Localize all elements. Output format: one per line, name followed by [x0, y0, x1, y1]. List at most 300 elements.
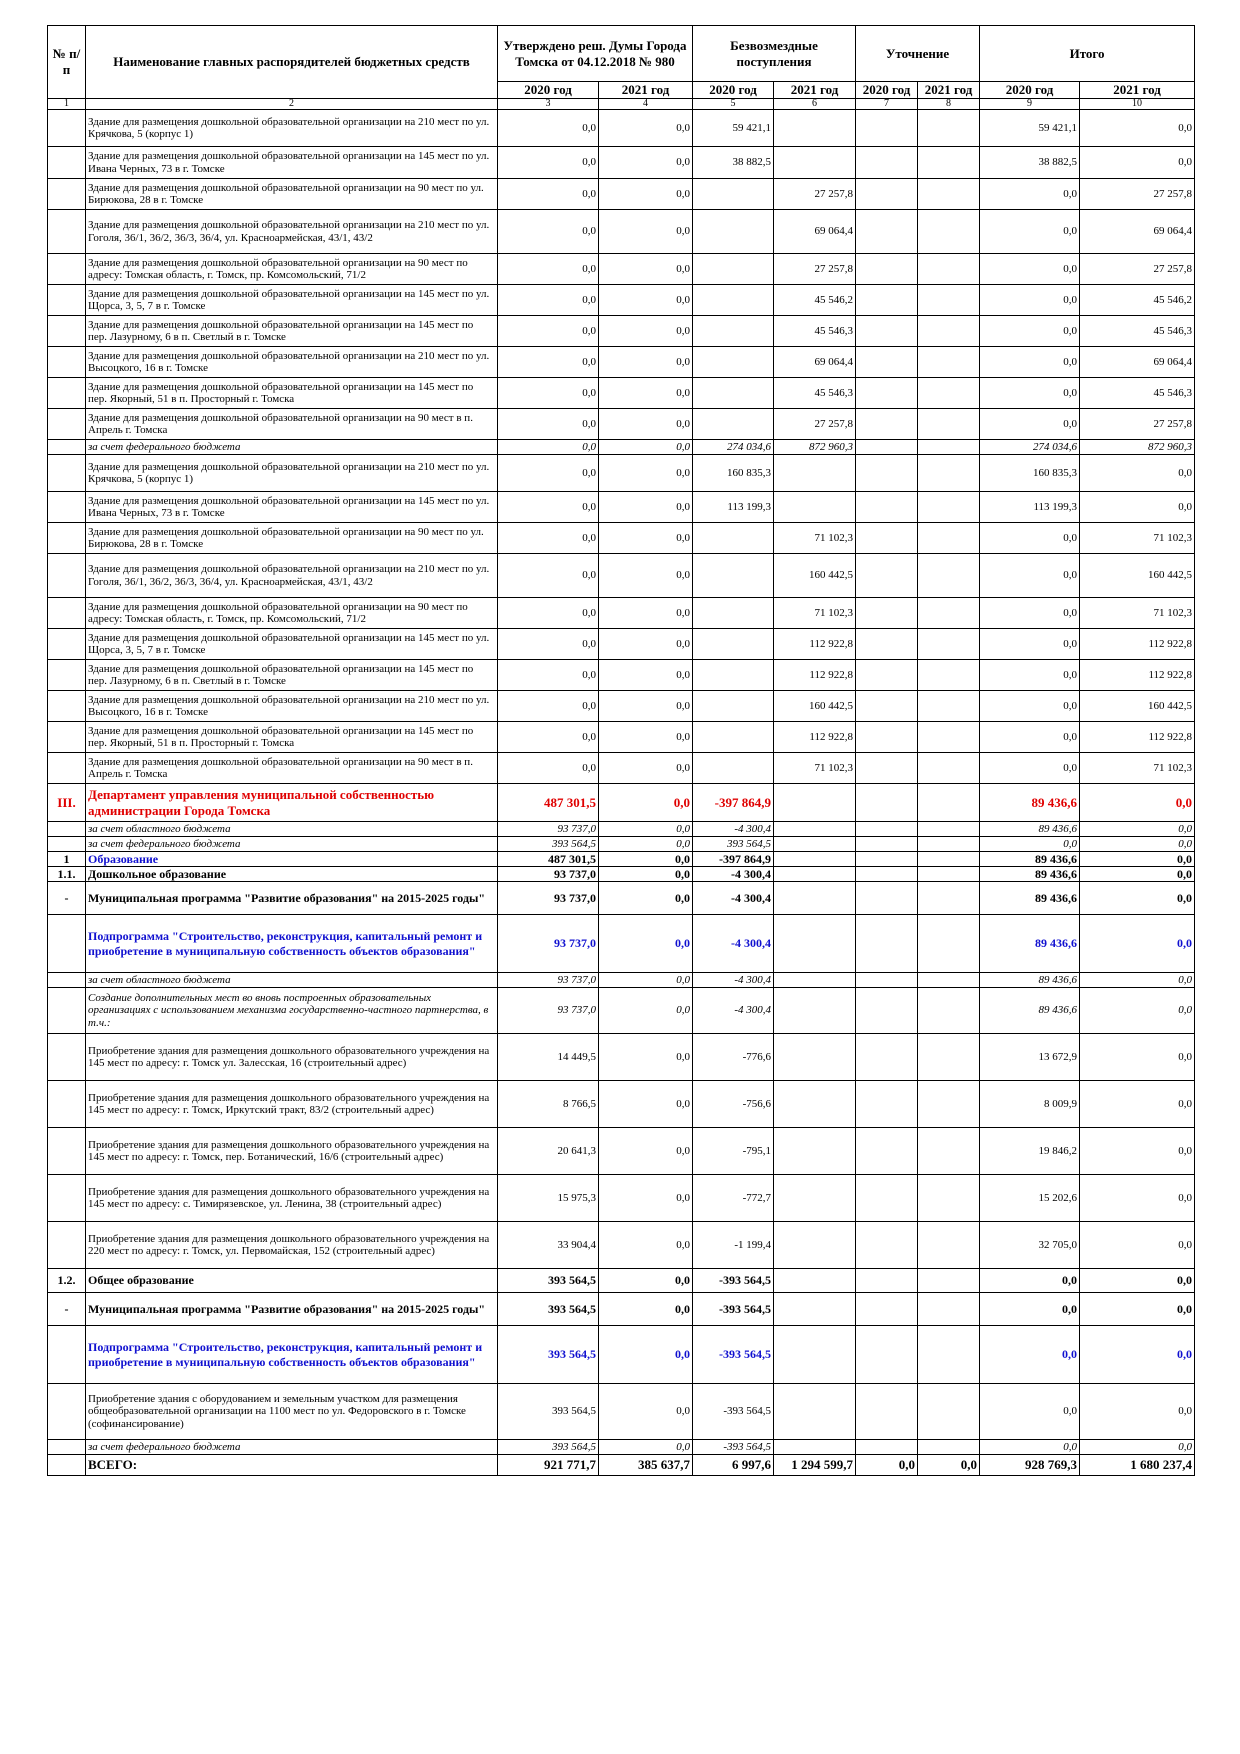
value-cell: -393 564,5 — [693, 1293, 774, 1326]
value-cell: 32 705,0 — [980, 1222, 1080, 1269]
row-name: Приобретение здания для размещения дошкольного образовательного учреждения на 145 мест по адресу: г. Томск, Иркутский тракт, 83/2 (строительный адрес) — [86, 1081, 498, 1128]
year-header: 2021 год — [918, 82, 980, 99]
value-cell — [856, 179, 918, 210]
value-cell — [856, 492, 918, 523]
row-number — [48, 147, 86, 179]
row-number — [48, 1440, 86, 1455]
value-cell — [774, 1222, 856, 1269]
row-number — [48, 347, 86, 378]
row-name: Здание для размещения дошкольной образовательной организации на 90 мест в п. Апрель г. Томска — [86, 409, 498, 440]
value-cell: 0,0 — [599, 1128, 693, 1175]
value-cell: 112 922,8 — [1080, 722, 1195, 753]
value-cell: 0,0 — [1080, 988, 1195, 1034]
value-cell: 0,0 — [980, 378, 1080, 409]
year-header: 2020 год — [498, 82, 599, 99]
value-cell: -4 300,4 — [693, 882, 774, 915]
value-cell — [856, 554, 918, 598]
col-header-grants: Безвозмездные поступления — [693, 26, 856, 82]
value-cell — [918, 110, 980, 147]
value-cell: 0,0 — [980, 629, 1080, 660]
value-cell: 0,0 — [498, 523, 599, 554]
value-cell: 0,0 — [980, 210, 1080, 254]
value-cell: 160 835,3 — [693, 455, 774, 492]
row-number — [48, 1326, 86, 1384]
value-cell: 0,0 — [599, 1269, 693, 1293]
value-cell: 0,0 — [498, 598, 599, 629]
value-cell: 38 882,5 — [693, 147, 774, 179]
value-cell: 0,0 — [1080, 147, 1195, 179]
value-cell: 0,0 — [498, 753, 599, 784]
value-cell — [918, 179, 980, 210]
value-cell: 0,0 — [599, 409, 693, 440]
row-number — [48, 973, 86, 988]
value-cell: -1 199,4 — [693, 1222, 774, 1269]
value-cell — [693, 285, 774, 316]
col-header-total: Итого — [980, 26, 1195, 82]
value-cell: 69 064,4 — [774, 347, 856, 378]
table-row — [48, 660, 1195, 691]
value-cell: 93 737,0 — [498, 915, 599, 973]
value-cell — [856, 1175, 918, 1222]
value-cell: 0,0 — [1080, 110, 1195, 147]
value-cell: 0,0 — [980, 409, 1080, 440]
table-row — [48, 837, 1195, 852]
value-cell: 0,0 — [1080, 915, 1195, 973]
value-cell — [918, 1269, 980, 1293]
row-number — [48, 691, 86, 722]
value-cell: 27 257,8 — [1080, 254, 1195, 285]
value-cell — [774, 110, 856, 147]
value-cell — [918, 1440, 980, 1455]
value-cell: 71 102,3 — [1080, 523, 1195, 554]
value-cell: 112 922,8 — [774, 629, 856, 660]
value-cell: 14 449,5 — [498, 1034, 599, 1081]
value-cell: 0,0 — [980, 1384, 1080, 1440]
value-cell: 0,0 — [599, 784, 693, 822]
row-number — [48, 110, 86, 147]
value-cell — [856, 1293, 918, 1326]
row-name: Здание для размещения дошкольной образовательной организации на 210 мест по ул. Гоголя, 36/1, 36/2, 36/3, 36/4, ул. Красноармейская, 43/1, 43/2 — [86, 554, 498, 598]
value-cell: 69 064,4 — [1080, 210, 1195, 254]
value-cell: 27 257,8 — [1080, 179, 1195, 210]
value-cell — [856, 1269, 918, 1293]
value-cell: 20 641,3 — [498, 1128, 599, 1175]
row-number — [48, 1222, 86, 1269]
value-cell: 71 102,3 — [774, 523, 856, 554]
value-cell: 71 102,3 — [1080, 598, 1195, 629]
value-cell — [918, 1081, 980, 1128]
value-cell: 0,0 — [599, 852, 693, 867]
year-header: 2021 год — [1080, 82, 1195, 99]
value-cell: 112 922,8 — [774, 660, 856, 691]
value-cell: 45 546,2 — [1080, 285, 1195, 316]
value-cell: 0,0 — [1080, 492, 1195, 523]
value-cell: 0,0 — [599, 822, 693, 837]
value-cell — [918, 554, 980, 598]
value-cell — [856, 852, 918, 867]
row-name: Муниципальная программа "Развитие образования" на 2015-2025 годы" — [86, 1293, 498, 1326]
value-cell: 0,0 — [980, 837, 1080, 852]
value-cell — [918, 629, 980, 660]
value-cell: 27 257,8 — [774, 179, 856, 210]
table-row — [48, 1384, 1195, 1440]
row-number — [48, 988, 86, 1034]
value-cell — [774, 1128, 856, 1175]
value-cell — [774, 1384, 856, 1440]
value-cell: 0,0 — [980, 347, 1080, 378]
value-cell — [918, 409, 980, 440]
row-name: Здание для размещения дошкольной образовательной организации на 145 мест по пер. Лазурному, 6 в п. Светлый в г. Томске — [86, 660, 498, 691]
value-cell — [693, 753, 774, 784]
value-cell — [918, 660, 980, 691]
table-row — [48, 1222, 1195, 1269]
value-cell: -393 564,5 — [693, 1326, 774, 1384]
value-cell — [693, 378, 774, 409]
column-index: 9 — [980, 99, 1080, 110]
value-cell: 0,0 — [980, 1440, 1080, 1455]
value-cell — [918, 882, 980, 915]
value-cell: 0,0 — [1080, 882, 1195, 915]
value-cell: 93 737,0 — [498, 988, 599, 1034]
table-row — [48, 915, 1195, 973]
value-cell — [918, 210, 980, 254]
value-cell: 0,0 — [599, 147, 693, 179]
value-cell: 160 442,5 — [1080, 691, 1195, 722]
value-cell — [693, 316, 774, 347]
value-cell: 0,0 — [498, 691, 599, 722]
table-row — [48, 722, 1195, 753]
table-row — [48, 492, 1195, 523]
value-cell — [918, 915, 980, 973]
value-cell: 45 546,3 — [774, 316, 856, 347]
value-cell: -4 300,4 — [693, 822, 774, 837]
value-cell: 89 436,6 — [980, 915, 1080, 973]
value-cell — [918, 285, 980, 316]
table-row — [48, 1293, 1195, 1326]
value-cell: 0,0 — [498, 440, 599, 455]
value-cell — [693, 409, 774, 440]
value-cell: 0,0 — [1080, 455, 1195, 492]
row-number — [48, 753, 86, 784]
value-cell: 0,0 — [1080, 1440, 1195, 1455]
value-cell — [918, 147, 980, 179]
table-row — [48, 822, 1195, 837]
value-cell: 0,0 — [599, 1326, 693, 1384]
value-cell: -4 300,4 — [693, 867, 774, 882]
year-header: 2020 год — [856, 82, 918, 99]
value-cell: 1 294 599,7 — [774, 1455, 856, 1476]
value-cell — [856, 822, 918, 837]
value-cell — [774, 784, 856, 822]
value-cell: 45 546,3 — [1080, 316, 1195, 347]
value-cell: 0,0 — [599, 440, 693, 455]
value-cell: 0,0 — [599, 554, 693, 598]
row-name: за счет федерального бюджета — [86, 837, 498, 852]
table-row — [48, 316, 1195, 347]
value-cell: 27 257,8 — [774, 254, 856, 285]
column-index: 2 — [86, 99, 498, 110]
row-number: - — [48, 1293, 86, 1326]
row-number — [48, 1384, 86, 1440]
value-cell — [856, 973, 918, 988]
value-cell: 0,0 — [498, 179, 599, 210]
table-row — [48, 598, 1195, 629]
value-cell — [856, 285, 918, 316]
value-cell — [856, 1326, 918, 1384]
row-name: Создание дополнительных мест во вновь построенных образовательных организациях с использованием механизма государственно-частного партнерства, в т.ч.: — [86, 988, 498, 1034]
row-number — [48, 455, 86, 492]
row-name: Здание для размещения дошкольной образовательной организации на 210 мест по ул. Крячкова, 5 (корпус 1) — [86, 110, 498, 147]
value-cell — [774, 1034, 856, 1081]
value-cell: 0,0 — [498, 455, 599, 492]
value-cell: -4 300,4 — [693, 988, 774, 1034]
value-cell: 0,0 — [498, 629, 599, 660]
row-number: 1.2. — [48, 1269, 86, 1293]
value-cell: 15 202,6 — [980, 1175, 1080, 1222]
row-number — [48, 210, 86, 254]
value-cell: 0,0 — [1080, 1269, 1195, 1293]
value-cell: 89 436,6 — [980, 822, 1080, 837]
value-cell: 0,0 — [599, 691, 693, 722]
value-cell — [918, 598, 980, 629]
value-cell: 0,0 — [498, 254, 599, 285]
value-cell: 0,0 — [1080, 1128, 1195, 1175]
value-cell: 71 102,3 — [774, 753, 856, 784]
row-name: Здание для размещения дошкольной образовательной организации на 145 мест по пер. Лазурному, 6 в п. Светлый в г. Томске — [86, 316, 498, 347]
value-cell: 89 436,6 — [980, 784, 1080, 822]
value-cell: -4 300,4 — [693, 915, 774, 973]
value-cell — [856, 753, 918, 784]
row-number — [48, 822, 86, 837]
table-row — [48, 1326, 1195, 1384]
row-name: за счет федерального бюджета — [86, 440, 498, 455]
value-cell — [918, 867, 980, 882]
value-cell: 0,0 — [498, 285, 599, 316]
col-header-name: Наименование главных распорядителей бюджетных средств — [86, 26, 498, 99]
column-index: 5 — [693, 99, 774, 110]
table-row — [48, 1175, 1195, 1222]
value-cell — [693, 722, 774, 753]
table-row — [48, 254, 1195, 285]
value-cell: 113 199,3 — [980, 492, 1080, 523]
value-cell: 0,0 — [980, 316, 1080, 347]
value-cell — [774, 822, 856, 837]
value-cell: 160 442,5 — [1080, 554, 1195, 598]
row-number — [48, 598, 86, 629]
row-number — [48, 554, 86, 598]
value-cell — [774, 837, 856, 852]
table-row — [48, 147, 1195, 179]
row-number — [48, 492, 86, 523]
value-cell: 0,0 — [599, 347, 693, 378]
col-header-approved: Утверждено реш. Думы Города Томска от 04.12.2018 № 980 — [498, 26, 693, 82]
value-cell — [918, 1128, 980, 1175]
value-cell: 0,0 — [498, 660, 599, 691]
value-cell: 0,0 — [498, 210, 599, 254]
budget-sheet — [47, 25, 1194, 1476]
value-cell — [693, 629, 774, 660]
value-cell: 0,0 — [980, 722, 1080, 753]
value-cell: 0,0 — [498, 110, 599, 147]
table-row — [48, 210, 1195, 254]
value-cell: 0,0 — [980, 1269, 1080, 1293]
value-cell — [918, 691, 980, 722]
value-cell: 112 922,8 — [1080, 660, 1195, 691]
value-cell — [856, 347, 918, 378]
value-cell: 89 436,6 — [980, 973, 1080, 988]
value-cell: 0,0 — [599, 1384, 693, 1440]
table-row — [48, 523, 1195, 554]
value-cell: 274 034,6 — [693, 440, 774, 455]
value-cell: 1 680 237,4 — [1080, 1455, 1195, 1476]
row-name: Здание для размещения дошкольной образовательной организации на 145 мест по пер. Якорный, 51 в п. Просторный г. Томска — [86, 722, 498, 753]
value-cell — [856, 110, 918, 147]
value-cell — [918, 1034, 980, 1081]
row-name: Здание для размещения дошкольной образовательной организации на 145 мест по ул. Щорса, 3, 5, 7 в г. Томске — [86, 629, 498, 660]
value-cell: 0,0 — [599, 882, 693, 915]
value-cell: 45 546,3 — [774, 378, 856, 409]
value-cell: 93 737,0 — [498, 882, 599, 915]
column-index: 1 — [48, 99, 86, 110]
value-cell: 0,0 — [980, 285, 1080, 316]
row-number — [48, 1175, 86, 1222]
value-cell: 160 442,5 — [774, 554, 856, 598]
value-cell: 0,0 — [980, 753, 1080, 784]
value-cell: -4 300,4 — [693, 973, 774, 988]
value-cell: -397 864,9 — [693, 852, 774, 867]
value-cell — [856, 1128, 918, 1175]
table-row — [48, 1440, 1195, 1455]
value-cell: 0,0 — [1080, 852, 1195, 867]
value-cell: 0,0 — [1080, 867, 1195, 882]
value-cell: 89 436,6 — [980, 988, 1080, 1034]
value-cell — [856, 629, 918, 660]
value-cell: 0,0 — [599, 378, 693, 409]
row-name: Здание для размещения дошкольной образовательной организации на 90 мест по адресу: Томская область, г. Томск, пр. Комсомольский, 71/2 — [86, 598, 498, 629]
table-row — [48, 852, 1195, 867]
value-cell: 93 737,0 — [498, 867, 599, 882]
value-cell: 112 922,8 — [1080, 629, 1195, 660]
column-index: 10 — [1080, 99, 1195, 110]
value-cell: 0,0 — [980, 523, 1080, 554]
year-header: 2020 год — [980, 82, 1080, 99]
row-name: Образование — [86, 852, 498, 867]
value-cell — [856, 1440, 918, 1455]
value-cell — [918, 378, 980, 409]
value-cell: 0,0 — [1080, 822, 1195, 837]
value-cell: 0,0 — [599, 316, 693, 347]
value-cell: 15 975,3 — [498, 1175, 599, 1222]
value-cell: 93 737,0 — [498, 973, 599, 988]
value-cell — [918, 347, 980, 378]
value-cell — [918, 316, 980, 347]
value-cell: 0,0 — [980, 554, 1080, 598]
value-cell — [918, 1326, 980, 1384]
row-number — [48, 440, 86, 455]
row-name: Здание для размещения дошкольной образовательной организации на 145 мест по пер. Якорный, 51 в п. Просторный г. Томска — [86, 378, 498, 409]
row-name: Здание для размещения дошкольной образовательной организации на 210 мест по ул. Гоголя, 36/1, 36/2, 36/3, 36/4, ул. Красноармейская, 43/1, 43/2 — [86, 210, 498, 254]
value-cell — [693, 347, 774, 378]
value-cell: 45 546,2 — [774, 285, 856, 316]
value-cell — [856, 722, 918, 753]
value-cell — [918, 523, 980, 554]
row-name: за счет федерального бюджета — [86, 1440, 498, 1455]
value-cell: 38 882,5 — [980, 147, 1080, 179]
value-cell: 393 564,5 — [498, 1326, 599, 1384]
row-name: Приобретение здания для размещения дошкольного образовательного учреждения на 145 мест по адресу: с. Тимирязевское, ул. Ленина, 38 (строительный адрес) — [86, 1175, 498, 1222]
value-cell — [856, 316, 918, 347]
value-cell — [918, 254, 980, 285]
value-cell — [774, 1175, 856, 1222]
value-cell — [856, 378, 918, 409]
value-cell: 0,0 — [980, 179, 1080, 210]
table-row — [48, 1269, 1195, 1293]
value-cell: 0,0 — [1080, 1081, 1195, 1128]
value-cell: 112 922,8 — [774, 722, 856, 753]
value-cell — [856, 1384, 918, 1440]
column-index: 8 — [918, 99, 980, 110]
value-cell: 0,0 — [1080, 1222, 1195, 1269]
row-number — [48, 837, 86, 852]
value-cell: 27 257,8 — [774, 409, 856, 440]
value-cell — [918, 1175, 980, 1222]
value-cell: 0,0 — [498, 347, 599, 378]
column-index: 3 — [498, 99, 599, 110]
value-cell — [693, 523, 774, 554]
row-name: Здание для размещения дошкольной образовательной организации на 210 мест по ул. Высоцкого, 16 в г. Томске — [86, 691, 498, 722]
row-number: III. — [48, 784, 86, 822]
value-cell — [856, 784, 918, 822]
table-row — [48, 988, 1195, 1034]
table-row — [48, 867, 1195, 882]
value-cell — [774, 455, 856, 492]
column-index: 7 — [856, 99, 918, 110]
value-cell — [774, 1440, 856, 1455]
table-row — [48, 1034, 1195, 1081]
value-cell: 393 564,5 — [498, 1269, 599, 1293]
value-cell: 71 102,3 — [1080, 753, 1195, 784]
value-cell: -393 564,5 — [693, 1269, 774, 1293]
row-number — [48, 660, 86, 691]
row-number — [48, 1081, 86, 1128]
value-cell — [918, 440, 980, 455]
row-number: - — [48, 882, 86, 915]
value-cell — [856, 1034, 918, 1081]
row-number — [48, 1128, 86, 1175]
column-index: 6 — [774, 99, 856, 110]
value-cell — [918, 1384, 980, 1440]
budget-table — [47, 25, 1195, 1476]
value-cell: 0,0 — [599, 1440, 693, 1455]
value-cell: 0,0 — [980, 1293, 1080, 1326]
value-cell: 0,0 — [1080, 973, 1195, 988]
year-header: 2020 год — [693, 82, 774, 99]
value-cell — [856, 837, 918, 852]
row-number — [48, 316, 86, 347]
row-name: Здание для размещения дошкольной образовательной организации на 145 мест по ул. Щорса, 3, 5, 7 в г. Томске — [86, 285, 498, 316]
value-cell — [856, 1081, 918, 1128]
value-cell — [918, 455, 980, 492]
value-cell: 0,0 — [599, 523, 693, 554]
year-header: 2021 год — [599, 82, 693, 99]
value-cell — [774, 882, 856, 915]
value-cell — [856, 523, 918, 554]
value-cell: 385 637,7 — [599, 1455, 693, 1476]
value-cell: 0,0 — [599, 1081, 693, 1128]
value-cell: 0,0 — [599, 492, 693, 523]
value-cell: 0,0 — [599, 110, 693, 147]
value-cell — [693, 691, 774, 722]
